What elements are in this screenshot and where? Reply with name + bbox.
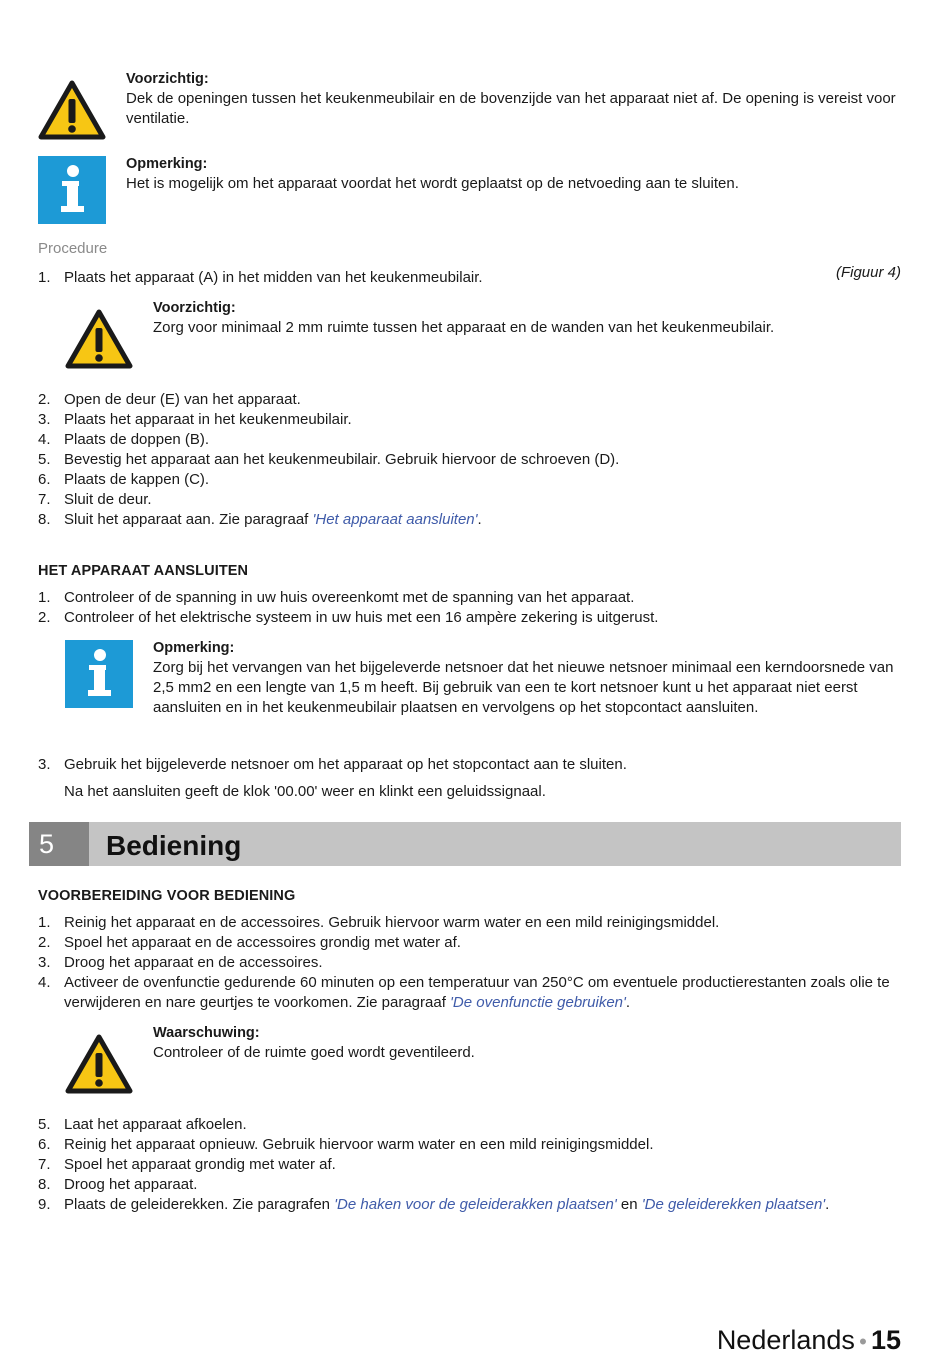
cross-reference-link[interactable]: 'De ovenfunctie gebruiken'	[450, 994, 626, 1011]
caution-text: Dek de openingen tussen het keukenmeubilair en de bovenzijde van het apparaat niet af. De opening is vereist voor ventilatie.	[126, 90, 896, 127]
caution-text: Zorg voor minimaal 2 mm ruimte tussen het apparaat en de wanden van het keukenmeubilair.	[153, 319, 775, 336]
list-item: 8. Droog het apparaat.	[38, 1176, 198, 1193]
footer-separator: •	[859, 1329, 867, 1354]
section-heading: VOORBEREIDING VOOR BEDIENING	[38, 888, 296, 904]
warning-icon	[65, 1034, 133, 1094]
list-item: 4. Activeer de ovenfunctie gedurende 60 minuten op een temperatuur van 250°C om eventuele productierestanten zoals olie te verwijderen en nare geurtjes te voorkomen. Zie paragraaf 'De ovenfunctie gebruiken'.	[38, 974, 890, 1011]
note-text: Zorg bij het vervangen van het bijgeleverde netsnoer dat het nieuwe netsnoer minimaal een kerndoorsnede van 2,5 mm2 en een lengte van 1,5 m heeft. Bij gebruik van een te kort netsnoer kunt u het apparaat niet eerst aansluiten en in het keukenmeubilair plaatsen en vervolgens op het stopcontact aansluiten.	[153, 659, 894, 716]
cross-reference-link[interactable]: 'De haken voor de geleiderakken plaatsen'	[334, 1196, 617, 1213]
note-text: Het is mogelijk om het apparaat voordat het wordt geplaatst op de netvoeding aan te sluiten.	[126, 175, 739, 192]
list-item: 1. Controleer of de spanning in uw huis overeenkomt met de spanning van het apparaat.	[38, 589, 635, 606]
procedure-label: Procedure	[38, 240, 108, 257]
figure-reference: (Figuur 4)	[835, 264, 901, 281]
list-item: 9. Plaats de geleiderekken. Zie paragrafen 'De haken voor de geleiderakken plaatsen' en 'De geleiderekken plaatsen'.	[38, 1196, 830, 1213]
info-icon	[38, 156, 106, 224]
warning-title: Waarschuwing:	[153, 1025, 260, 1041]
caution-title: Voorzichtig:	[126, 71, 209, 87]
list-item: 2. Open de deur (E) van het apparaat.	[38, 391, 301, 408]
list-item: 2. Spoel het apparaat en de accessoires grondig met water af.	[38, 934, 461, 951]
chapter-header	[29, 822, 901, 866]
caution-icon	[65, 309, 133, 369]
list-item: 8. Sluit het apparaat aan. Zie paragraaf 'Het apparaat aansluiten'.	[38, 511, 482, 528]
caution-title: Voorzichtig:	[153, 300, 236, 316]
list-item: 6. Reinig het apparaat opnieuw. Gebruik hiervoor warm water en een mild reinigingsmiddel.	[38, 1136, 654, 1153]
list-item: 4. Plaats de doppen (B).	[38, 431, 210, 448]
step-result: Na het aansluiten geeft de klok '00.00' weer en klinkt een geluidssignaal.	[64, 783, 546, 800]
list-item: 7. Sluit de deur.	[38, 491, 152, 508]
footer-language: Nederlands	[716, 1325, 855, 1355]
list-item: 7. Spoel het apparaat grondig met water af.	[38, 1156, 336, 1173]
chapter-title: Bediening	[106, 830, 242, 861]
cross-reference-link[interactable]: 'Het apparaat aansluiten'	[312, 511, 478, 528]
list-item: 1. Reinig het apparaat en de accessoires. Gebruik hiervoor warm water en een mild reinigingsmiddel.	[38, 914, 720, 931]
info-icon	[65, 640, 133, 708]
list-item: 5. Bevestig het apparaat aan het keukenmeubilair. Gebruik hiervoor de schroeven (D).	[38, 451, 620, 468]
chapter-number: 5	[29, 822, 89, 866]
list-item: 2. Controleer of het elektrische systeem in uw huis met een 16 ampère zekering is uitgerust.	[38, 609, 659, 626]
list-item: 3. Droog het apparaat en de accessoires.	[38, 954, 323, 971]
note-title: Opmerking:	[126, 156, 208, 172]
cross-reference-link[interactable]: 'De geleiderekken plaatsen'	[641, 1196, 826, 1213]
page-footer	[717, 1325, 901, 1356]
note-title: Opmerking:	[153, 640, 235, 656]
list-item: 6. Plaats de kappen (C).	[38, 471, 210, 488]
list-item: 3. Plaats het apparaat in het keukenmeubilair.	[38, 411, 352, 428]
list-item: 1. Plaats het apparaat (A) in het midden van het keukenmeubilair.	[38, 269, 483, 286]
warning-text: Controleer of de ruimte goed wordt geventileerd.	[153, 1044, 475, 1061]
caution-icon	[38, 80, 106, 140]
list-item: 3. Gebruik het bijgeleverde netsnoer om het apparaat op het stopcontact aan te sluiten.	[38, 756, 627, 773]
page-number: 15	[870, 1325, 901, 1355]
section-heading: HET APPARAAT AANSLUITEN	[38, 563, 249, 579]
list-item: 5. Laat het apparaat afkoelen.	[38, 1116, 247, 1133]
